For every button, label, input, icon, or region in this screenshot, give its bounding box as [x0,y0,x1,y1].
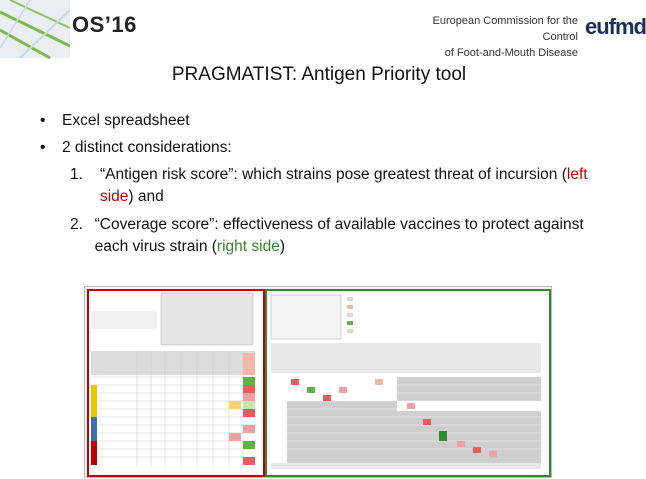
org-line-1: European Commission for the Control [432,15,578,43]
item-text [95,214,620,258]
antigen-risk-table-image [89,291,259,471]
spreadsheet-screenshot [84,286,552,478]
item-text-post: ) and [128,188,164,205]
item-text-post: ) [279,238,285,255]
bullet-dot-icon: • [40,112,46,129]
numbered-item [70,164,620,208]
org-line-2: of Foot-and-Mouth Disease [444,47,578,59]
bullet-item [40,110,620,132]
item-text-pre: “Coverage score”: effectiveness of available vaccines to protect against each virus strain ( [94,216,584,255]
item-number: 2. [70,216,83,233]
item-number: 1. [70,166,83,183]
bullet-text: 2 distinct considerations: [62,139,232,156]
item-highlight-right: right side [216,238,280,255]
eufmd-logo: eufmd [585,14,646,39]
antigen-risk-panel [87,289,265,477]
slide-title: PRAGMATIST: Antigen Priority tool [171,64,467,85]
slide-header [0,0,646,60]
bullet-dot-icon: • [40,139,46,156]
bullet-item [40,137,620,159]
item-highlight-left: left side [99,166,588,205]
bullet-list [40,110,620,264]
item-text-pre: “Antigen risk score”: which strains pose greatest threat of incursion ( [99,166,567,183]
coverage-score-panel [265,289,551,477]
event-logo: OS’16 [72,12,137,37]
coverage-score-table-image [267,291,545,471]
bullet-text: Excel spreadsheet [62,112,190,129]
numbered-item [70,214,620,258]
item-text [100,164,620,208]
organization-name [398,13,578,61]
map-logo-icon [0,0,70,58]
